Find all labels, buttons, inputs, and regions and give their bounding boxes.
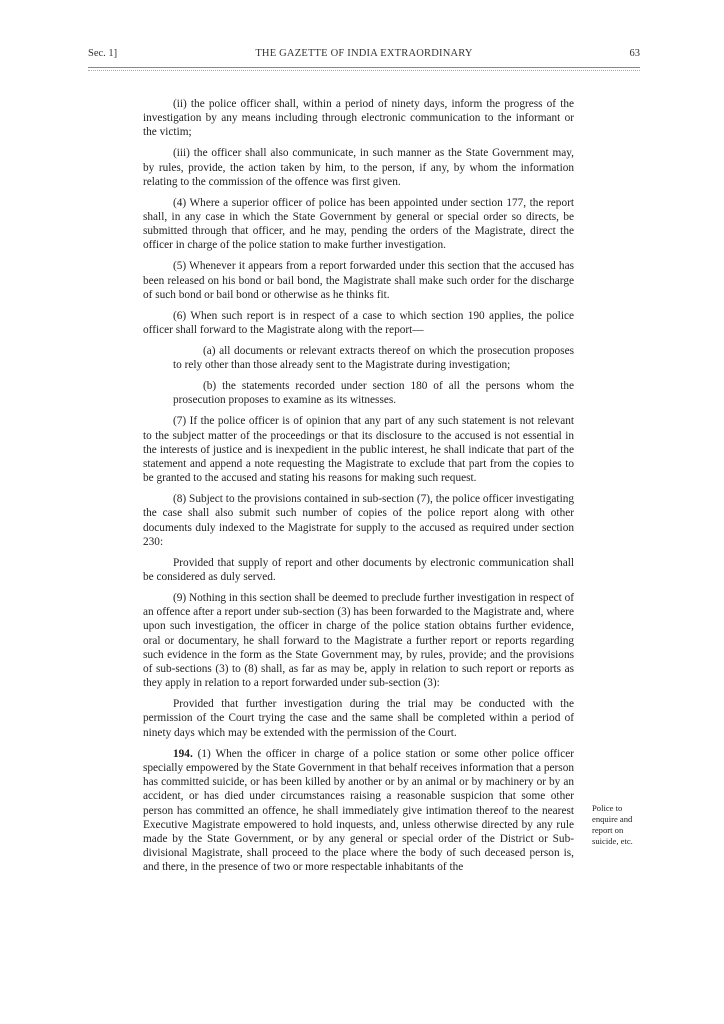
clause-a: (a) all documents or relevant extracts thereof on which the prosecution proposes to rely other than those already sent to the Magistrate during investigation;	[173, 345, 574, 372]
margin-note-line: Police to	[592, 803, 623, 813]
margin-note-line: report on	[592, 825, 624, 835]
subsection-6: (6) When such report is in respect of a case to which section 190 applies, the police officer shall forward to the Magistrate along with the report—	[143, 309, 574, 337]
header-page-number: 63	[629, 48, 640, 59]
subsection-4: (4) Where a superior officer of police has been appointed under section 177, the report shall, in any case in which the State Government by general or special order so directs, be submitted through that officer, and he may, pending the orders of the Magistrate, direct the officer in charge of the police station to make further investigation.	[143, 196, 574, 252]
proviso-9: Provided that further investigation during the trial may be conducted with the permission of the Court trying the case and the same shall be completed within a period of ninety days which may be extended with the permission of the Court.	[143, 698, 574, 739]
clause-b: (b) the statements recorded under section 180 of all the persons whom the prosecution proposes to examine as its witnesses.	[173, 380, 574, 407]
margin-note-line: suicide, etc.	[592, 836, 633, 846]
subsection-5: (5) Whenever it appears from a report forwarded under this section that the accused has been released on his bond or bail bond, the Magistrate shall make such order for the discharge of such bond or bail bond or otherwise as he thinks fit.	[143, 260, 574, 301]
clause-iii: (iii) the officer shall also communicate, in such manner as the State Government may, by rules, provide, the action taken by him, to the person, if any, by whom the information relating to the commission of the offence was first given.	[143, 147, 574, 188]
header-section-ref: Sec. 1]	[88, 48, 118, 59]
proviso-8: Provided that supply of report and other documents by electronic communication shall be considered as duly served.	[143, 556, 574, 584]
header-title: THE GAZETTE OF INDIA EXTRAORDINARY	[255, 48, 473, 59]
clause-ii: (ii) the police officer shall, within a period of ninety days, inform the progress of the investigation by any means including through electronic communication to the informant or the victim;	[143, 98, 574, 139]
margin-note	[592, 803, 650, 847]
subsection-9: (9) Nothing in this section shall be deemed to preclude further investigation in respect of an offence after a report under sub-section (3) has been forwarded to the Magistrate and, where upon such investigation, the officer in charge of the police station obtains further evidence, oral or documentary, he shall forward to the Magistrate a further report or reports regarding such evidence in the form as the State Government may, by rules, provide; and the provisions of sub-sections (3) to (8) shall, as far as may be, apply in relation to such report or reports as they apply in relation to a report forwarded under sub-section (3):	[143, 592, 574, 690]
margin-note-line: enquire and	[592, 814, 633, 824]
subsection-8: (8) Subject to the provisions contained in sub-section (7), the police officer investigating the case shall also submit such number of copies of the police report along with other documents duly indexed to the Magistrate for supply to the accused as required under section 230:	[143, 493, 574, 548]
body-text	[143, 97, 574, 881]
page-header	[88, 48, 640, 64]
header-rule-dotted	[88, 70, 640, 71]
header-rule	[88, 67, 640, 68]
section-194	[143, 747, 574, 875]
section-194-text: (1) When the officer in charge of a police station or some other police officer specially empowered by the State Government in that behalf receives information that a person has committed suicide, or has been killed by another or by an animal or by machinery or by an accident, or has died under circumstances raising a reasonable suspicion that some other person has committed an offence, he shall immediately give intimation thereof to the nearest Executive Magistrate empowered to hold inquests, and, unless otherwise directed by any rule made by the State Government, or by any general or special order of the District or Sub-divisional Magistrate, shall proceed to the place where the body of such deceased person is, and there, in the presence of two or more respectable inhabitants of the	[143, 747, 574, 874]
section-194-number: 194.	[173, 747, 193, 760]
subsection-7: (7) If the police officer is of opinion that any part of any such statement is not relevant to the subject matter of the proceedings or that its disclosure to the accused is not essential in the interests of justice and is inexpedient in the public interest, he shall indicate that part of the statement and append a note requesting the Magistrate to exclude that part from the copies to be granted to the accused and stating his reasons for making such request.	[143, 415, 574, 485]
